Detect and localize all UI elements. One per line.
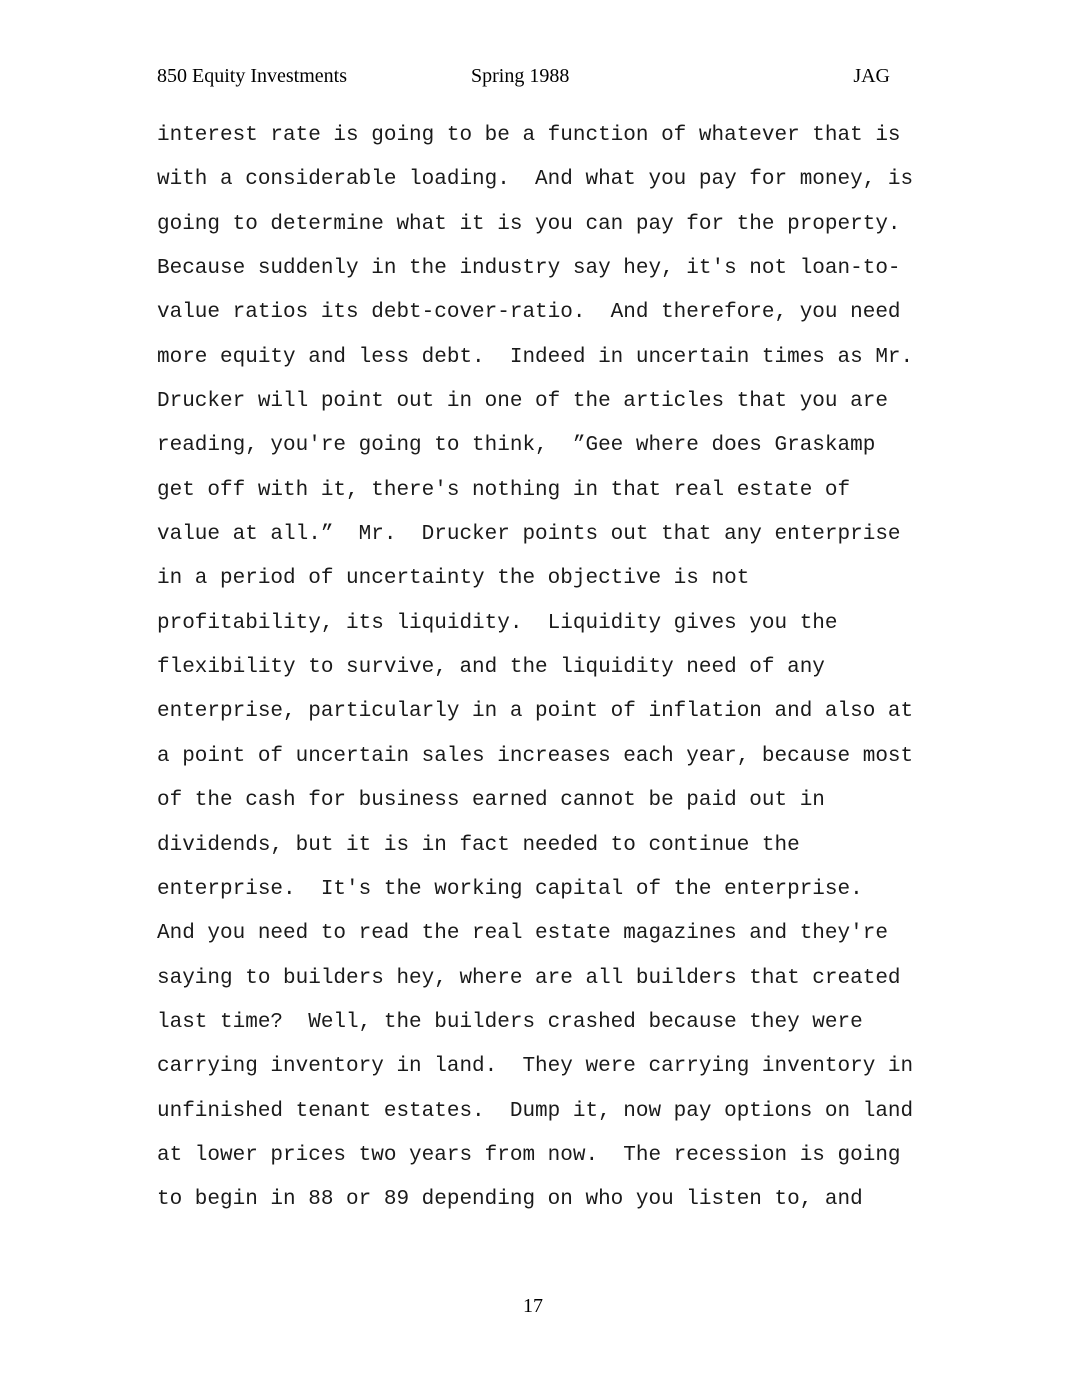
text-line: saying to builders hey, where are all builders that created — [157, 966, 901, 990]
text-line: going to determine what it is you can pay for the property. — [157, 212, 901, 236]
transcript-body — [157, 114, 937, 1223]
header-course-title: 850 Equity Investments — [157, 65, 347, 87]
header-term: Spring 1988 — [471, 65, 570, 87]
text-line: a point of uncertain sales increases each year, because most — [157, 744, 914, 768]
text-line: to begin in 88 or 89 depending on who you listen to, and — [157, 1188, 863, 1212]
text-line: profitability, its liquidity. Liquidity gives you the — [157, 611, 838, 635]
text-line: unfinished tenant estates. Dump it, now pay options on land — [157, 1099, 914, 1123]
text-line: Because suddenly in the industry say hey, it's not loan-to- — [157, 257, 901, 281]
text-line: interest rate is going to be a function of whatever that is — [157, 124, 901, 147]
text-line: flexibility to survive, and the liquidity need of any — [157, 656, 825, 680]
text-line: reading, you're going to think, ”Gee where does Graskamp — [157, 434, 876, 458]
text-line: value at all.” Mr. Drucker points out that any enterprise — [157, 523, 901, 547]
header-initials: JAG — [853, 65, 890, 87]
text-line: enterprise. It's the working capital of the enterprise. — [157, 877, 863, 901]
text-line: enterprise, particularly in a point of inflation and also at — [157, 700, 914, 724]
text-line: at lower prices two years from now. The recession is going — [157, 1143, 901, 1167]
page-header — [157, 62, 890, 90]
text-line: last time? Well, the builders crashed because they were — [157, 1010, 863, 1034]
text-line: dividends, but it is in fact needed to continue the — [157, 833, 800, 857]
text-line: of the cash for business earned cannot be paid out in — [157, 789, 825, 813]
text-line: in a period of uncertainty the objective is not — [157, 567, 750, 591]
text-line: Drucker will point out in one of the articles that you are — [157, 390, 888, 414]
text-line: carrying inventory in land. They were carrying inventory in — [157, 1055, 914, 1079]
page-footer — [0, 1292, 1066, 1320]
text-line: more equity and less debt. Indeed in uncertain times as Mr. — [157, 345, 914, 369]
text-line: with a considerable loading. And what you pay for money, is — [157, 168, 914, 192]
page-number: 17 — [523, 1295, 543, 1317]
text-line: get off with it, there's nothing in that real estate of — [157, 478, 851, 502]
text-line: value ratios its debt-cover-ratio. And therefore, you need — [157, 301, 901, 325]
text-line: And you need to read the real estate magazines and they're — [157, 922, 888, 946]
